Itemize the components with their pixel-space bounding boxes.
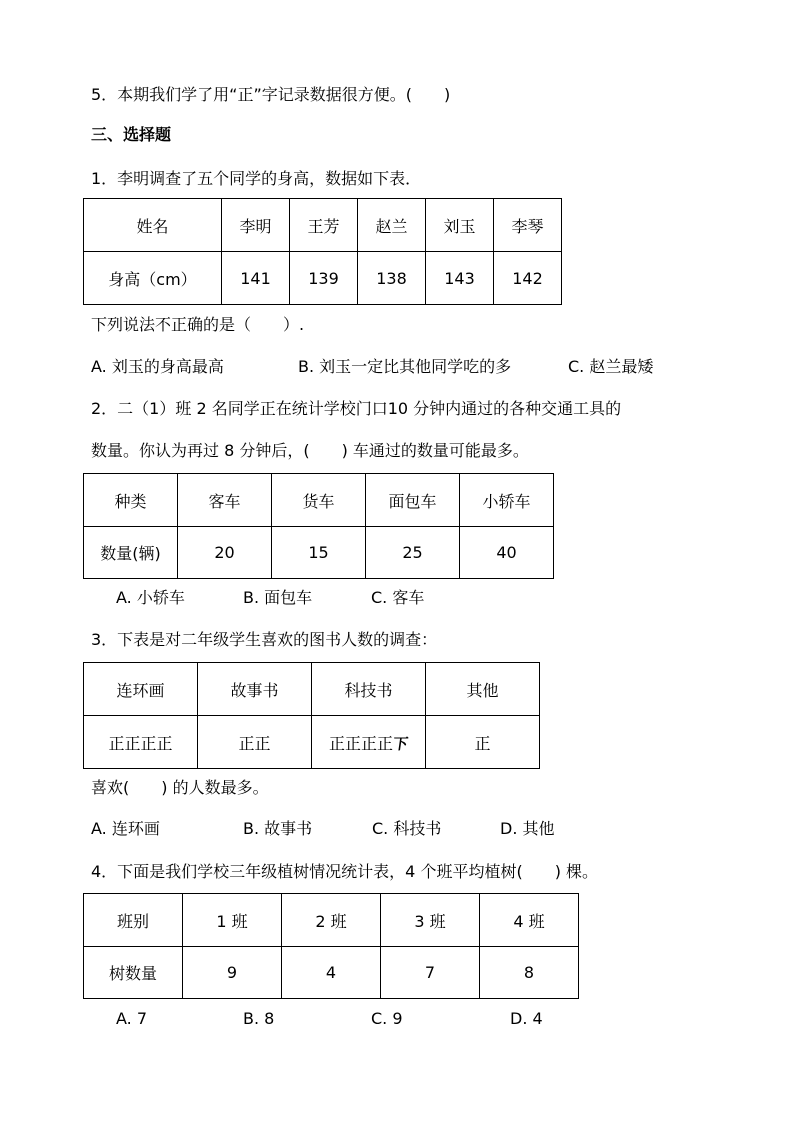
option-b[interactable]: B. 8 (243, 1009, 275, 1028)
question-3-options (91, 818, 591, 840)
table-row (84, 663, 540, 716)
table-header-cell: 种类 (84, 474, 178, 527)
table-header-cell: 王芳 (290, 199, 358, 252)
table-row (84, 252, 562, 305)
table-header-cell: 货车 (272, 474, 366, 527)
table-row (84, 716, 540, 769)
table-header-cell: 科技书 (312, 663, 426, 716)
tally-marks: 正正正正 (328, 733, 393, 753)
table-cell: 8 (480, 947, 579, 999)
table-header-cell: 其他 (426, 663, 540, 716)
books-table (83, 662, 540, 769)
table-cell: 4 (282, 947, 381, 999)
table-cell: 139 (290, 252, 358, 305)
question-1-prompt: 下列说法不正确的是（ ）. (91, 315, 305, 334)
table-row-label: 树数量 (84, 947, 183, 999)
table-header-cell: 连环画 (84, 663, 198, 716)
table-header-cell: 面包车 (366, 474, 460, 527)
table-cell: 40 (460, 527, 554, 579)
option-a[interactable]: A. 刘玉的身高最高 (91, 357, 224, 376)
table-row (84, 474, 554, 527)
table-header-cell: 2 班 (282, 894, 381, 947)
table-header-cell: 小轿车 (460, 474, 554, 527)
table-header-cell: 李明 (222, 199, 290, 252)
table-row-label: 身高（cm） (84, 252, 222, 305)
table-cell (312, 716, 426, 769)
section-title: 三、选择题 (91, 125, 172, 144)
question-2-stem-line-1: 2．二（1）班 2 名同学正在统计学校门口10 分钟内通过的各种交通工具的 (91, 399, 622, 418)
table-cell: 7 (381, 947, 480, 999)
table-cell: 正正正正 (84, 716, 198, 769)
partial-tally-mark: 下 (391, 734, 410, 753)
vehicle-table (83, 473, 554, 579)
option-a[interactable]: A. 7 (116, 1009, 148, 1028)
option-d[interactable]: D. 其他 (500, 819, 555, 838)
option-d[interactable]: D. 4 (510, 1009, 543, 1028)
table-cell: 141 (222, 252, 290, 305)
question-2-options (116, 587, 476, 609)
option-b[interactable]: B. 面包车 (243, 588, 313, 607)
table-header-cell: 班别 (84, 894, 183, 947)
option-c[interactable]: C. 9 (371, 1009, 403, 1028)
question-3-stem: 3．下表是对二年级学生喜欢的图书人数的调查： (91, 630, 438, 649)
table-row (84, 527, 554, 579)
question-4-options (116, 1008, 576, 1030)
table-header-cell: 姓名 (84, 199, 222, 252)
table-cell: 正正 (198, 716, 312, 769)
question-4-stem: 4．下面是我们学校三年级植树情况统计表，4 个班平均植树( ) 棵。 (91, 862, 599, 881)
question-3-prompt: 喜欢( ) 的人数最多。 (91, 778, 269, 797)
table-header-cell: 客车 (178, 474, 272, 527)
table-header-cell: 刘玉 (426, 199, 494, 252)
question-2-stem-line-2: 数量。你认为再过 8 分钟后，( ) 车通过的数量可能最多。 (91, 441, 529, 460)
question-5-true-false: 5．本期我们学了用“正”字记录数据很方便。( ) (91, 85, 451, 104)
table-header-cell: 3 班 (381, 894, 480, 947)
option-c[interactable]: C. 客车 (371, 588, 425, 607)
table-row (84, 894, 579, 947)
height-table (83, 198, 562, 305)
option-b[interactable]: B. 刘玉一定比其他同学吃的多 (298, 357, 512, 376)
table-header-cell: 李琴 (494, 199, 562, 252)
table-cell: 15 (272, 527, 366, 579)
table-cell: 9 (183, 947, 282, 999)
table-row-label: 数量(辆) (84, 527, 178, 579)
table-row (84, 947, 579, 999)
table-header-cell: 4 班 (480, 894, 579, 947)
table-cell: 20 (178, 527, 272, 579)
option-c[interactable]: C. 科技书 (372, 819, 442, 838)
table-header-cell: 1 班 (183, 894, 282, 947)
table-cell: 138 (358, 252, 426, 305)
question-1-stem: 1．李明调查了五个同学的身高，数据如下表． (91, 169, 422, 188)
table-cell: 142 (494, 252, 562, 305)
table-cell: 143 (426, 252, 494, 305)
option-a[interactable]: A. 小轿车 (116, 588, 185, 607)
table-header-cell: 故事书 (198, 663, 312, 716)
table-row (84, 199, 562, 252)
question-1-options (91, 356, 711, 378)
table-cell: 正 (426, 716, 540, 769)
trees-table (83, 893, 579, 999)
option-b[interactable]: B. 故事书 (243, 819, 313, 838)
table-cell: 25 (366, 527, 460, 579)
option-a[interactable]: A. 连环画 (91, 819, 160, 838)
table-header-cell: 赵兰 (358, 199, 426, 252)
option-c[interactable]: C. 赵兰最矮 (568, 357, 654, 376)
